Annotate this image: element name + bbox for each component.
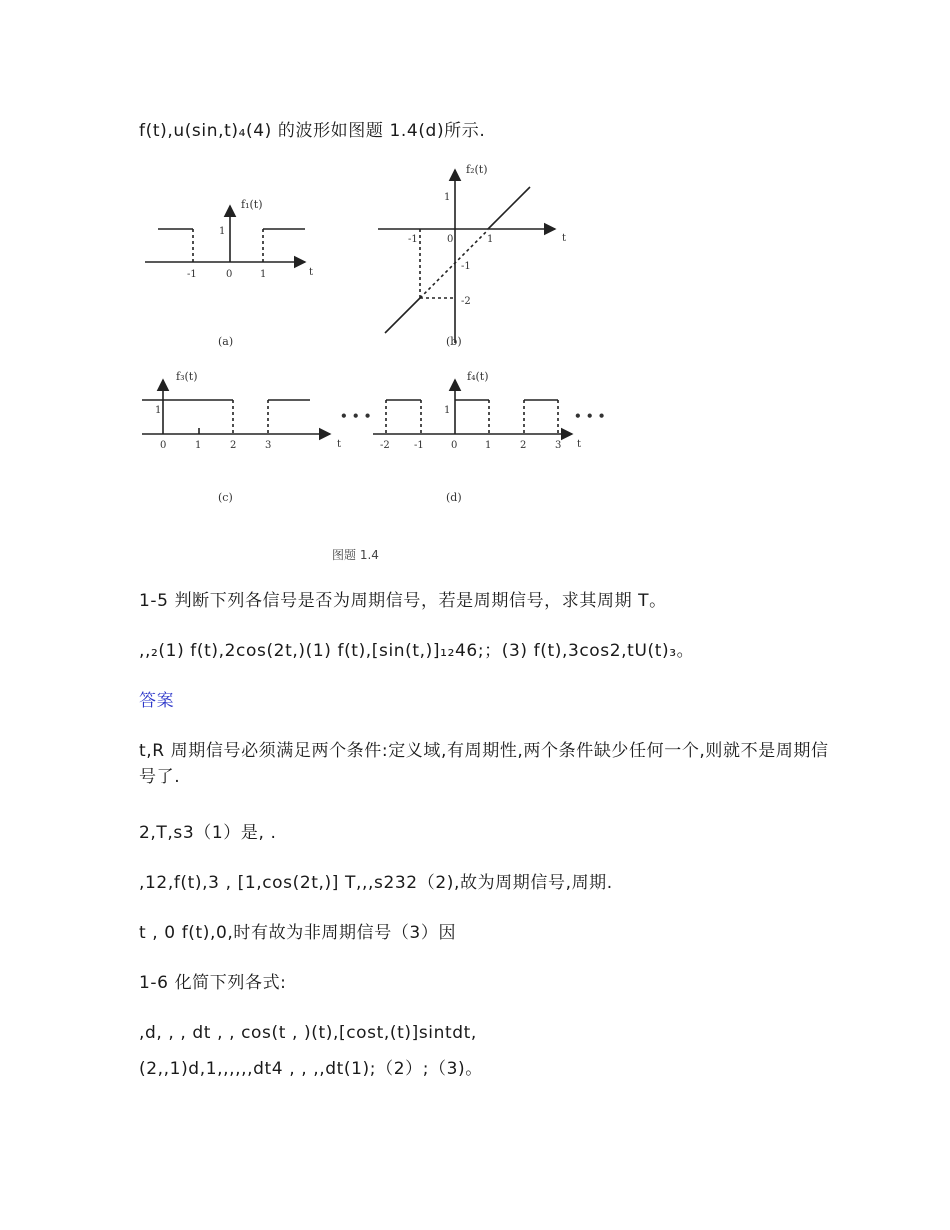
- func-label-d: f₄(t): [467, 370, 489, 383]
- axis-t-c: t: [337, 439, 342, 450]
- figure-caption: 图题 1.4: [332, 548, 379, 562]
- tick-b-ym1: -1: [461, 261, 471, 272]
- tick-d-0: 0: [451, 440, 458, 451]
- axis-t-d: t: [577, 439, 582, 450]
- problem-1-6: 1-6 化简下列各式:: [139, 973, 287, 993]
- figure-1-4: [130, 158, 630, 508]
- tick-c-1: 1: [195, 440, 202, 451]
- tick-c-3: 3: [265, 440, 272, 451]
- tick-b-m1: -1: [408, 234, 418, 245]
- func-label-a: f₁(t): [241, 198, 263, 211]
- panel-label-c: (c): [218, 491, 233, 504]
- axis-t-b: t: [562, 233, 567, 244]
- tick-a-y1: 1: [219, 226, 226, 237]
- answer-explanation: t,R 周期信号必须满足两个条件:定义域,有周期性,两个条件缺少任何一个,则就不是周期信号了.: [139, 741, 829, 787]
- problem-1-6-formula-2: (2,,1)d,1,,,,,,dt4 , , ,,dt(1);（2）;（3)。: [139, 1059, 483, 1079]
- func-label-c: f₃(t): [176, 370, 198, 383]
- tick-b-1: 1: [487, 234, 494, 245]
- func-label-b: f₂(t): [466, 163, 488, 176]
- tick-a-m1: -1: [187, 269, 197, 280]
- panel-label-b: (b): [446, 335, 462, 348]
- problem-1-5-formulas: ,,₂(1) f(t),2cos(2t,)(1) f(t),[sin(t,)]₁₂46;；(3) f(t),3cos2,tU(t)₃。: [139, 641, 695, 661]
- answer-part-1: 2,T,s3（1）是, .: [139, 823, 277, 843]
- tick-a-1: 1: [260, 269, 267, 280]
- tick-c-2: 2: [230, 440, 237, 451]
- panel-c: [142, 380, 330, 434]
- intro-line: f(t),u(sin,t)₄(4) 的波形如图题 1.4(d)所示.: [139, 121, 486, 141]
- panel-b: [378, 170, 555, 343]
- tick-d-1: 1: [485, 440, 492, 451]
- answer-part-2: ,12,f(t),3 , [1,cos(2t,)] T,,,s232（2),故为周期信号,周期.: [139, 873, 613, 893]
- answer-part-3: t , 0 f(t),0,时有故为非周期信号（3）因: [139, 923, 457, 943]
- tick-d-y1: 1: [444, 405, 451, 416]
- tick-b-ym2: -2: [461, 296, 471, 307]
- panel-label-a: (a): [218, 335, 234, 348]
- tick-d-m1: -1: [414, 440, 424, 451]
- panel-d: [373, 380, 572, 434]
- problem-1-6-formula-1: ,d, , , dt , , cos(t , )(t),[cost,(t)]sintdt,: [139, 1023, 477, 1043]
- tick-d-2: 2: [520, 440, 527, 451]
- ellipsis-c: • • •: [340, 409, 372, 423]
- axis-t-a: t: [309, 267, 314, 278]
- tick-b-0: 0: [447, 234, 454, 245]
- tick-c-0: 0: [160, 440, 167, 451]
- tick-d-3: 3: [555, 440, 562, 451]
- answer-link[interactable]: 答案: [139, 691, 175, 711]
- tick-a-0: 0: [226, 269, 233, 280]
- tick-d-m2: -2: [380, 440, 390, 451]
- tick-c-y1: 1: [155, 405, 162, 416]
- ellipsis-d: • • •: [574, 409, 606, 423]
- panel-label-d: (d): [446, 491, 462, 504]
- tick-b-y1: 1: [444, 192, 451, 203]
- problem-1-5: 1-5 判断下列各信号是否为周期信号，若是周期信号，求其周期 T。: [139, 591, 667, 611]
